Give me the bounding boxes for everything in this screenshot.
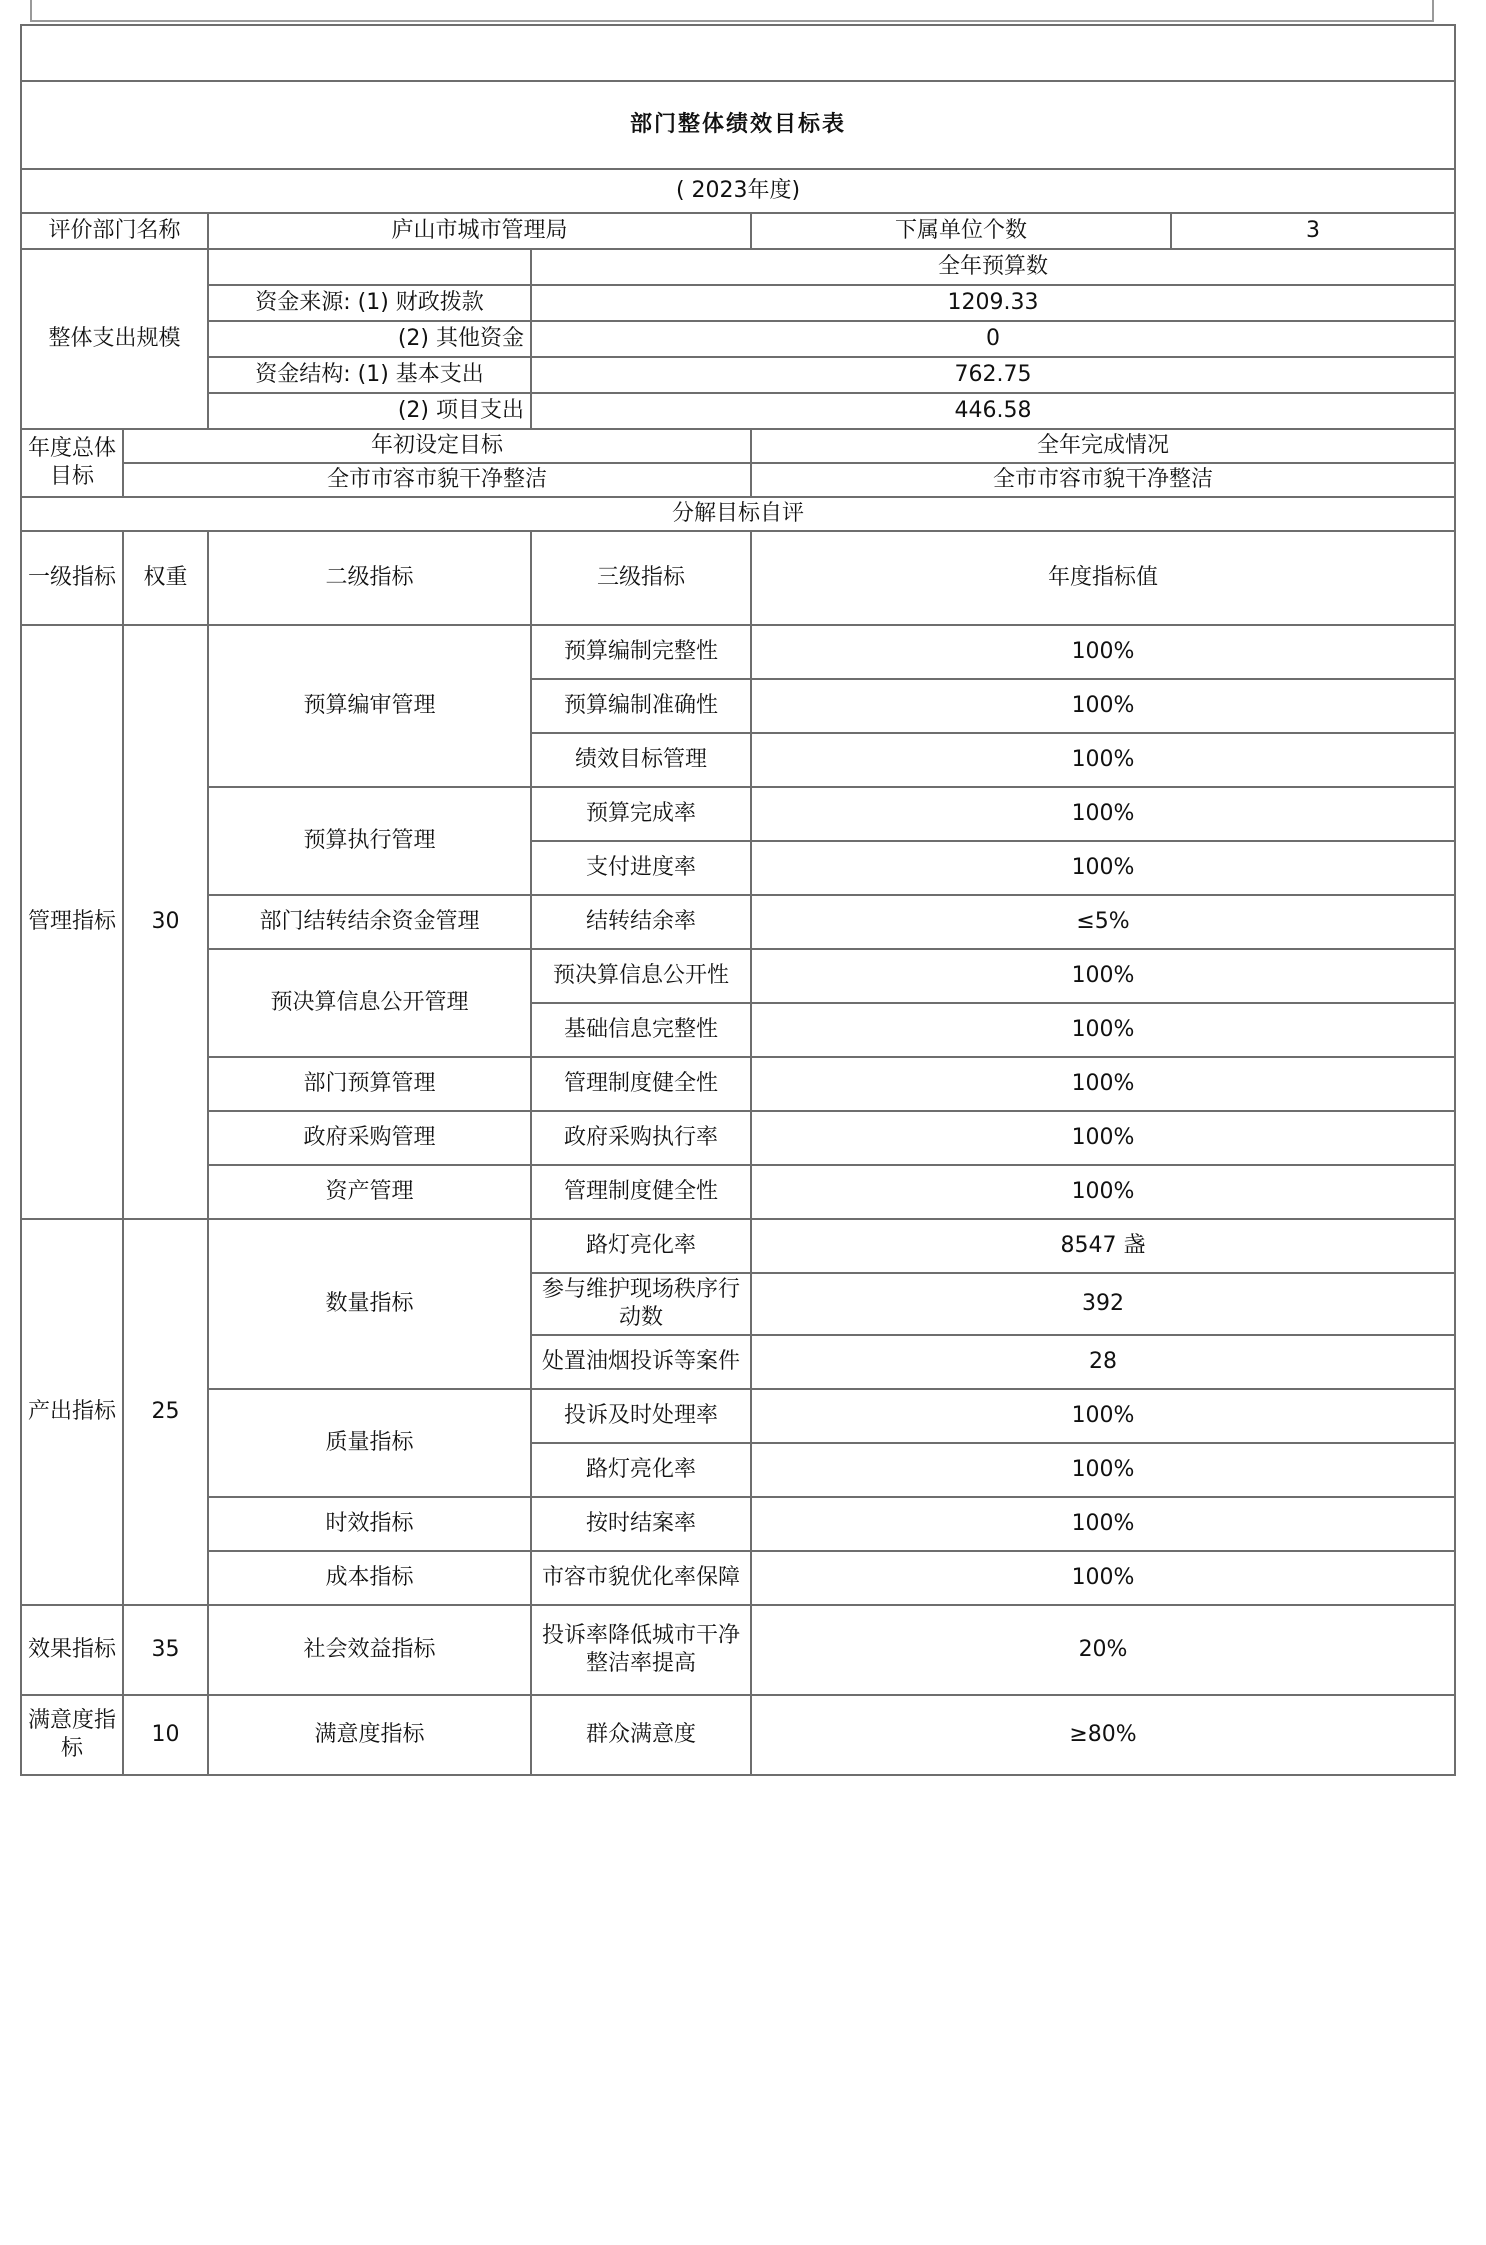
table-row — [21, 1219, 1455, 1273]
weight: 30 — [123, 625, 208, 1219]
spending-blank-cell — [208, 249, 531, 285]
table-row — [21, 1111, 1455, 1165]
table-row — [21, 1695, 1455, 1775]
page-title: 部门整体绩效目标表 — [21, 81, 1455, 169]
table-row — [21, 787, 1455, 841]
indicator-value: 100% — [751, 1003, 1455, 1057]
performance-target-table — [20, 24, 1456, 1776]
spending-row-value: 446.58 — [531, 393, 1455, 429]
level2-indicator: 部门结转结余资金管理 — [208, 895, 531, 949]
sub-units-value: 3 — [1171, 213, 1455, 249]
level3-indicator: 支付进度率 — [531, 841, 751, 895]
indicator-value: 100% — [751, 1497, 1455, 1551]
indicator-value: 100% — [751, 1111, 1455, 1165]
dept-label: 评价部门名称 — [21, 213, 208, 249]
indicator-value: 100% — [751, 679, 1455, 733]
spending-row-value: 1209.33 — [531, 285, 1455, 321]
weight: 10 — [123, 1695, 208, 1775]
blank-header-row — [21, 25, 1455, 81]
table-row — [21, 625, 1455, 679]
level2-indicator: 成本指标 — [208, 1551, 531, 1605]
level1-indicator: 满意度指标 — [21, 1695, 123, 1775]
initial-goal-value: 全市市容市貌干净整洁 — [123, 463, 751, 497]
column-header: 三级指标 — [531, 531, 751, 625]
annual-goal-label: 年度总体目标 — [21, 429, 123, 497]
indicator-value: 100% — [751, 787, 1455, 841]
indicator-value: 392 — [751, 1273, 1455, 1335]
spending-row-label: (2) 项目支出 — [208, 393, 531, 429]
indicator-value: 100% — [751, 1443, 1455, 1497]
indicator-value: 8547 盏 — [751, 1219, 1455, 1273]
level3-indicator: 预算完成率 — [531, 787, 751, 841]
table-row — [21, 1497, 1455, 1551]
spending-row-label: 资金结构: (1) 基本支出 — [208, 357, 531, 393]
table-row — [21, 1165, 1455, 1219]
level2-indicator: 资产管理 — [208, 1165, 531, 1219]
level3-indicator: 基础信息完整性 — [531, 1003, 751, 1057]
indicator-value: 100% — [751, 625, 1455, 679]
spending-label: 整体支出规模 — [21, 249, 208, 429]
level2-indicator: 质量指标 — [208, 1389, 531, 1497]
indicator-value: ≥80% — [751, 1695, 1455, 1775]
level3-indicator: 路灯亮化率 — [531, 1443, 751, 1497]
column-header: 一级指标 — [21, 531, 123, 625]
level2-indicator: 社会效益指标 — [208, 1605, 531, 1695]
previous-page-edge — [30, 0, 1434, 22]
indicator-value: 100% — [751, 841, 1455, 895]
level2-indicator: 政府采购管理 — [208, 1111, 531, 1165]
spending-row-value: 762.75 — [531, 357, 1455, 393]
level3-indicator: 市容市貌优化率保障 — [531, 1551, 751, 1605]
level3-indicator: 预决算信息公开性 — [531, 949, 751, 1003]
column-header: 权重 — [123, 531, 208, 625]
table-row — [21, 1551, 1455, 1605]
spending-row-label: 资金来源: (1) 财政拨款 — [208, 285, 531, 321]
level3-indicator: 参与维护现场秩序行动数 — [531, 1273, 751, 1335]
table-row — [21, 1605, 1455, 1695]
initial-goal-label: 年初设定目标 — [123, 429, 751, 463]
level3-indicator: 投诉及时处理率 — [531, 1389, 751, 1443]
completion-value: 全市市容市貌干净整洁 — [751, 463, 1455, 497]
level3-indicator: 政府采购执行率 — [531, 1111, 751, 1165]
level3-indicator: 按时结案率 — [531, 1497, 751, 1551]
level3-indicator: 结转结余率 — [531, 895, 751, 949]
sub-units-label: 下属单位个数 — [751, 213, 1171, 249]
indicator-value: 100% — [751, 1057, 1455, 1111]
level3-indicator: 管理制度健全性 — [531, 1165, 751, 1219]
completion-label: 全年完成情况 — [751, 429, 1455, 463]
indicator-value: 100% — [751, 1551, 1455, 1605]
level3-indicator: 管理制度健全性 — [531, 1057, 751, 1111]
level3-indicator: 绩效目标管理 — [531, 733, 751, 787]
level3-indicator: 预算编制准确性 — [531, 679, 751, 733]
indicator-value: 100% — [751, 949, 1455, 1003]
indicator-value: 100% — [751, 1165, 1455, 1219]
level2-indicator: 预决算信息公开管理 — [208, 949, 531, 1057]
table-row — [21, 1057, 1455, 1111]
level2-indicator: 预算编审管理 — [208, 625, 531, 787]
level2-indicator: 预算执行管理 — [208, 787, 531, 895]
fiscal-year: ( 2023年度) — [21, 169, 1455, 213]
annual-budget-label: 全年预算数 — [531, 249, 1455, 285]
level1-indicator: 管理指标 — [21, 625, 123, 1219]
table-row — [21, 895, 1455, 949]
weight: 25 — [123, 1219, 208, 1605]
level1-indicator: 产出指标 — [21, 1219, 123, 1605]
dept-name: 庐山市城市管理局 — [208, 213, 751, 249]
level2-indicator: 满意度指标 — [208, 1695, 531, 1775]
level3-indicator: 群众满意度 — [531, 1695, 751, 1775]
indicator-value: 100% — [751, 733, 1455, 787]
level3-indicator: 路灯亮化率 — [531, 1219, 751, 1273]
level3-indicator: 处置油烟投诉等案件 — [531, 1335, 751, 1389]
level2-indicator: 数量指标 — [208, 1219, 531, 1389]
level1-indicator: 效果指标 — [21, 1605, 123, 1695]
level3-indicator: 投诉率降低城市干净整洁率提高 — [531, 1605, 751, 1695]
indicator-value: ≤5% — [751, 895, 1455, 949]
spending-row-label: (2) 其他资金 — [208, 321, 531, 357]
column-header: 二级指标 — [208, 531, 531, 625]
level3-indicator: 预算编制完整性 — [531, 625, 751, 679]
document-page — [20, 24, 1454, 1776]
column-header: 年度指标值 — [751, 531, 1455, 625]
weight: 35 — [123, 1605, 208, 1695]
spending-row-value: 0 — [531, 321, 1455, 357]
level2-indicator: 部门预算管理 — [208, 1057, 531, 1111]
indicator-value: 100% — [751, 1389, 1455, 1443]
table-row — [21, 1389, 1455, 1443]
level2-indicator: 时效指标 — [208, 1497, 531, 1551]
indicator-value: 28 — [751, 1335, 1455, 1389]
indicator-value: 20% — [751, 1605, 1455, 1695]
breakdown-label: 分解目标自评 — [21, 497, 1455, 531]
table-row — [21, 949, 1455, 1003]
